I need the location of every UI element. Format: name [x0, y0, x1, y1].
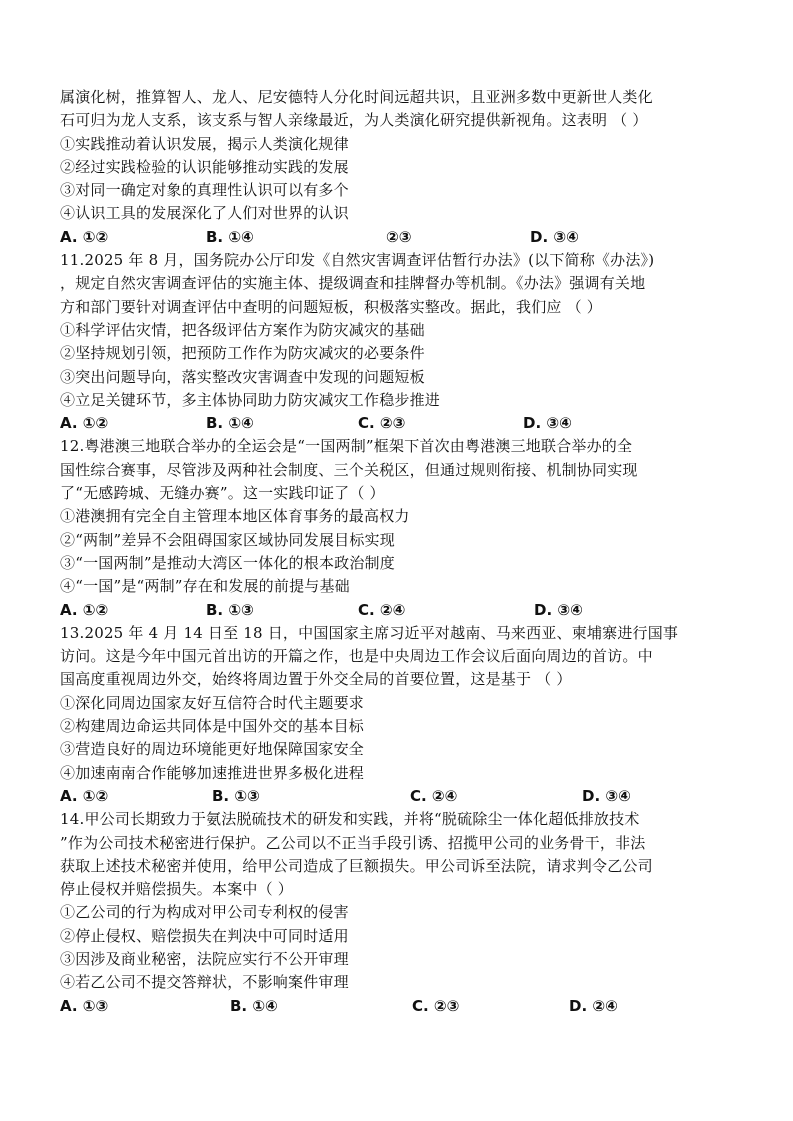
question-13 [60, 622, 750, 808]
option-1: ①乙公司的行为构成对甲公司专利权的侵害 [60, 903, 349, 922]
option-1: ①港澳拥有完全自主管理本地区体育事务的最高权力 [60, 507, 410, 526]
answer-choices [60, 785, 750, 808]
choice-a: A. ①② [60, 786, 109, 805]
question-stem-line: 14.甲公司长期致力于氨法脱硫技术的研发和实践，并将“脱硫除尘一体化超低排放技术 [60, 810, 640, 829]
question-stem-line: 11.2025 年 8 月，国务院办公厅印发《自然灾害调查评估暂行办法》(以下简称《办法》) [60, 251, 655, 270]
answer-choices [60, 599, 750, 622]
option-3: ③因涉及商业秘密，法院应实行不公开审理 [60, 949, 349, 968]
option-3: ③对同一确定对象的真理性认识可以有多个 [60, 181, 349, 200]
option-1: ①深化同周边国家友好互信符合时代主题要求 [60, 693, 365, 712]
answer-choices [60, 226, 750, 249]
option-4: ④“一国”是“两制”存在和发展的前提与基础 [60, 577, 350, 596]
question-stem-line: 石可归为龙人支系，该支系与智人亲缘最近，为人类演化研究提供新视角。这表明 （ ） [60, 111, 648, 130]
answer-choices [60, 995, 750, 1018]
choice-c: C. ②③ [412, 996, 460, 1015]
option-4: ④认识工具的发展深化了人们对世界的认识 [60, 204, 349, 223]
option-2: ②停止侵权、赔偿损失在判决中可同时适用 [60, 926, 349, 945]
option-2: ②“两制”差异不会阻碍国家区域协同发展目标实现 [60, 530, 395, 549]
option-4: ④若乙公司不提交答辩状，不影响案件审理 [60, 973, 349, 992]
choice-a: A. ①② [60, 227, 109, 246]
question-stem-line: ，规定自然灾害调查评估的实施主体、提级调查和挂牌督办等机制。《办法》强调有关地 [60, 274, 646, 293]
option-4: ④立足关键环节，多主体协同助力防灾减灾工作稳步推进 [60, 390, 441, 409]
question-stem-line: 停止侵权并赔偿损失。本案中（ ） [60, 880, 293, 899]
question-stem-line: 12.粤港澳三地联合举办的全运会是“一国两制”框架下首次由粤港澳三地联合举办的全 [60, 437, 633, 456]
exam-page [60, 86, 750, 1018]
question-stem-line: 13.2025 年 4 月 14 日至 18 日，中国国家主席习近平对越南、马来西亚、柬埔寨进行国事 [60, 623, 679, 642]
option-2: ②经过实践检验的认识能够推动实践的发展 [60, 157, 349, 176]
choice-a: A. ①② [60, 414, 109, 433]
choice-c: C. ②④ [410, 786, 458, 805]
choice-c: C. ②③ [358, 414, 406, 433]
answer-choices [60, 412, 750, 435]
question-stem-line: 了“无感跨城、无缝办赛”。这一实践印证了（ ） [60, 484, 385, 503]
choice-d: D. ③④ [523, 414, 572, 433]
choice-b: B. ①③ [212, 786, 260, 805]
option-3: ③“一国两制”是推动大湾区一体化的根本政治制度 [60, 553, 395, 572]
choice-d: D. ③④ [530, 227, 579, 246]
choice-d: D. ③④ [582, 786, 631, 805]
choice-d: D. ②④ [569, 996, 618, 1015]
choice-a: A. ①② [60, 600, 109, 619]
option-3: ③营造良好的周边环境能更好地保障国家安全 [60, 740, 365, 759]
question-stem-line: ”作为公司技术秘密进行保护。乙公司以不正当手段引诱、招揽甲公司的业务骨干，非法 [60, 833, 646, 852]
question-stem-line: 方和部门要针对调查评估中查明的问题短板，积极落实整改。据此，我们应 （ ） [60, 297, 602, 316]
question-stem-line: 访问。这是今年中国元首出访的开篇之作，也是中央周边工作会议后面向周边的首访。中 [60, 647, 653, 666]
option-4: ④加速南南合作能够加速推进世界多极化进程 [60, 763, 365, 782]
choice-b: B. ①④ [206, 227, 254, 246]
choice-b: B. ①④ [206, 414, 254, 433]
choice-c: ②③ [386, 227, 412, 246]
question-11 [60, 249, 750, 435]
option-2: ②构建周边命运共同体是中国外交的基本目标 [60, 717, 365, 736]
question-stem-line: 国性综合赛事，尽管涉及两种社会制度、三个关税区，但通过规则衔接、机制协同实现 [60, 460, 638, 479]
question-10 [60, 86, 750, 249]
option-2: ②坚持规划引领，把预防工作作为防灾减灾的必要条件 [60, 344, 425, 363]
question-stem-line: 属演化树，推算智人、龙人、尼安德特人分化时间远超共识，且亚洲多数中更新世人类化 [60, 88, 653, 106]
choice-a: A. ①③ [60, 996, 109, 1015]
choice-c: C. ②④ [358, 600, 406, 619]
choice-b: B. ①④ [230, 996, 278, 1015]
question-14 [60, 808, 750, 1018]
question-stem-line: 获取上述技术秘密并使用，给甲公司造成了巨额损失。甲公司诉至法院，请求判令乙公司 [60, 856, 653, 875]
question-stem-line: 国高度重视周边外交，始终将周边置于外交全局的首要位置，这是基于 （ ） [60, 670, 572, 689]
option-1: ①实践推动着认识发展，揭示人类演化规律 [60, 134, 349, 153]
choice-d: D. ③④ [534, 600, 583, 619]
option-3: ③突出问题导向，落实整改灾害调查中发现的问题短板 [60, 367, 425, 386]
option-1: ①科学评估灾情，把各级评估方案作为防灾减灾的基础 [60, 320, 425, 339]
choice-b: B. ①③ [206, 600, 254, 619]
question-12 [60, 435, 750, 621]
